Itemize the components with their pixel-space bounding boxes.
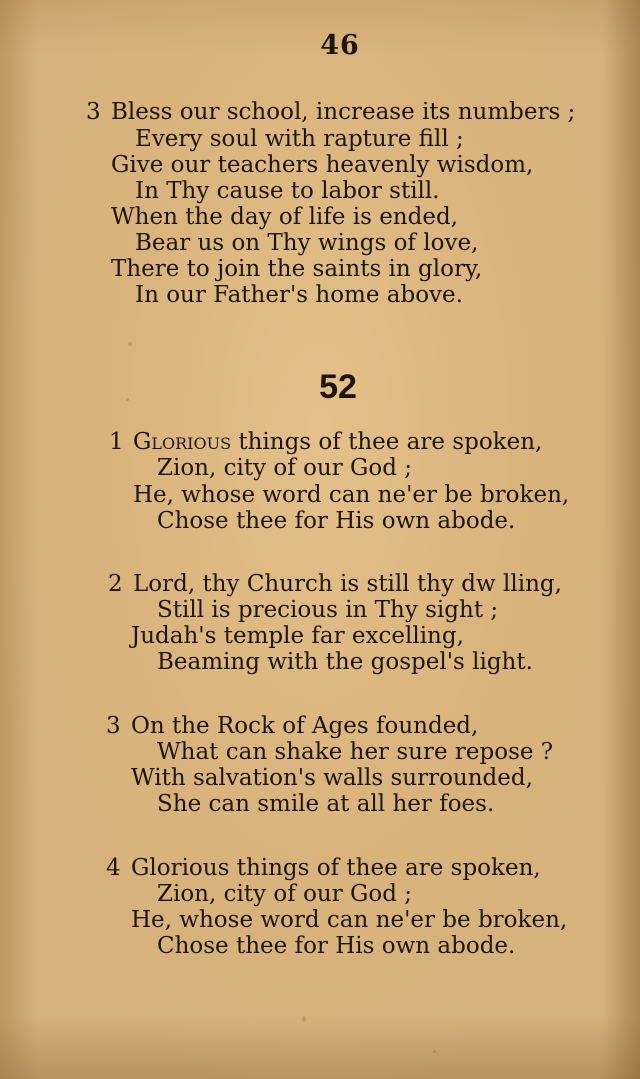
verse-line: Chose thee for His own abode. (157, 933, 516, 959)
verse-line: Bless our school, increase its numbers ; (111, 99, 576, 125)
verse-line: Beaming with the gospel's light. (157, 649, 533, 675)
verse-line: Glorious things of thee are spoken, (131, 855, 541, 881)
verse-number: 3 (106, 713, 121, 739)
verse-line: He, whose word can ne'er be broken, (133, 482, 570, 508)
verse-line: Zion, city of our God ; (157, 881, 413, 907)
verse-number: 4 (106, 855, 121, 881)
verse-line: What can shake her sure repose ? (157, 739, 554, 765)
verse-line: In our Father's home above. (135, 282, 463, 308)
verse-line: Chose thee for His own abode. (157, 508, 516, 534)
verse-line: She can smile at all her foes. (157, 791, 495, 817)
first-word: Glorious (133, 429, 232, 455)
verse-line: There to join the saints in glory, (111, 256, 483, 282)
paper-stain (128, 342, 132, 346)
verse-number: 3 (86, 99, 101, 125)
first-line-rest: things of thee are spoken, (231, 429, 543, 455)
paper-stain (433, 1050, 436, 1053)
hymn-number: 52 (319, 368, 357, 406)
verse-line: Still is precious in Thy sight ; (157, 597, 499, 623)
verse-number: 2 (108, 571, 123, 597)
verse-line: He, whose word can ne'er be broken, (131, 907, 568, 933)
verse-line: When the day of life is ended, (111, 204, 458, 230)
verse-line: With salvation's walls surrounded, (131, 765, 533, 791)
verse-line: On the Rock of Ages founded, (131, 713, 479, 739)
verse-line: Give our teachers heavenly wisdom, (111, 152, 534, 178)
verse-line (133, 428, 542, 456)
verse-line: Bear us on Thy wings of love, (135, 230, 479, 256)
verse-number: 1 (109, 429, 124, 455)
verse-line: Judah's temple far excelling, (131, 623, 464, 649)
paper-stain (302, 1016, 306, 1022)
verse-line: Zion, city of our God ; (157, 455, 413, 481)
verse-line: Every soul with rapture fill ; (135, 126, 464, 152)
page-number: 46 (320, 30, 360, 61)
verse-line: Lord, thy Church is still thy dw lling, (133, 571, 562, 597)
verse-line: In Thy cause to labor still. (135, 178, 440, 204)
